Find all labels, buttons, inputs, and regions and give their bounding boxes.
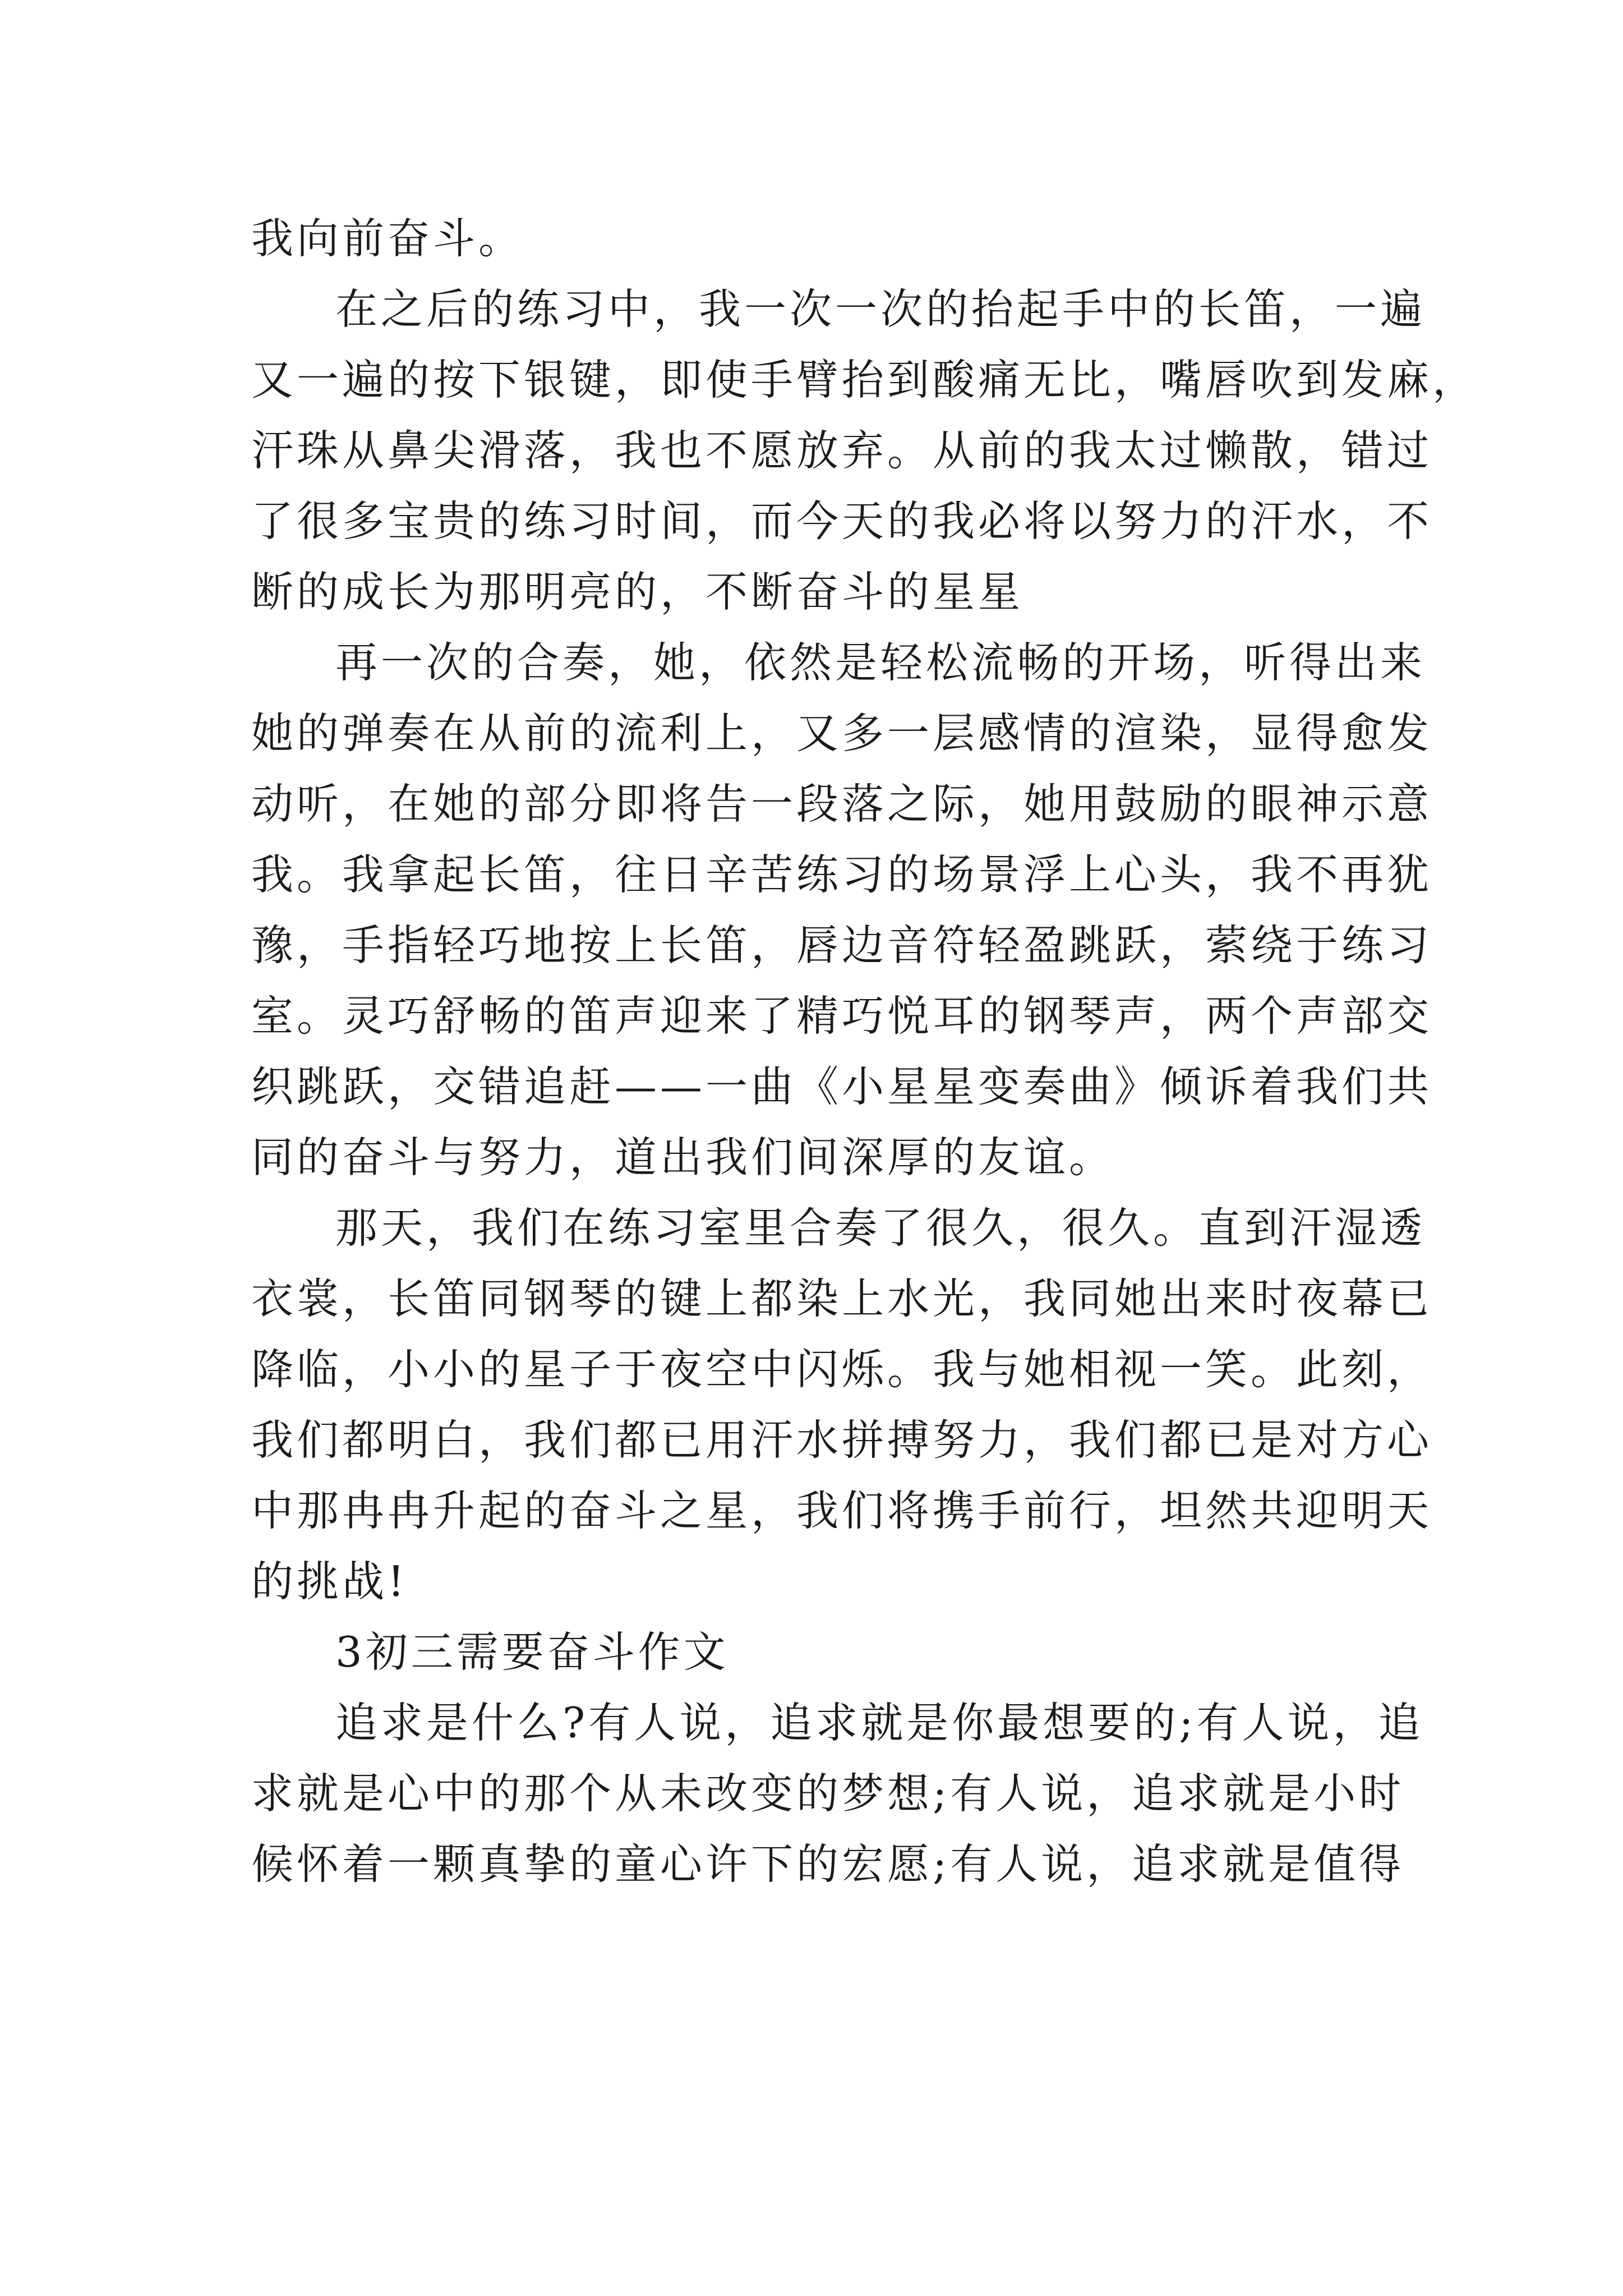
text-line: 候怀着一颗真挚的童心许下的宏愿;有人说，追求就是值得 [251,1839,1405,1889]
text-line: 降临，小小的星子于夜空中闪烁。我与她相视一笑。此刻， [251,1345,1433,1394]
text-line: 在之后的练习中，我一次一次的抬起手中的长笛，一遍 [335,284,1426,334]
text-line: 动听，在她的部分即将告一段落之际，她用鼓励的眼神示意 [251,779,1433,829]
text-line: 室。灵巧舒畅的笛声迎来了精巧悦耳的钢琴声，两个声部交 [251,991,1433,1041]
text-line: 我们都明白，我们都已用汗水拼搏努力，我们都已是对方心 [251,1415,1433,1465]
text-line: 她的弹奏在从前的流利上，又多一层感情的渲染，显得愈发 [251,708,1433,758]
text-line: 我向前奋斗。 [251,214,524,263]
text-line: 追求是什么?有人说，追求就是你最想要的;有人说，追 [335,1698,1424,1747]
section-heading: 3初三需要奋斗作文 [335,1627,729,1677]
text-line: 同的奋斗与努力，道出我们间深厚的友谊。 [251,1133,1115,1182]
text-line: 豫，手指轻巧地按上长笛，唇边音符轻盈跳跃，萦绕于练习 [251,921,1433,970]
text-line: 我。我拿起长笛，往日辛苦练习的场景浮上心头，我不再犹 [251,850,1433,899]
text-line: 织跳跃，交错追赶——一曲《小星星变奏曲》倾诉着我们共 [251,1062,1433,1111]
text-line: 断的成长为那明亮的，不断奋斗的星星 [251,567,1024,616]
text-line: 求就是心中的那个从未改变的梦想;有人说，追求就是小时 [251,1769,1405,1818]
text-line: 又一遍的按下银键，即使手臂抬到酸痛无比，嘴唇吹到发麻， [251,355,1478,404]
text-line: 了很多宝贵的练习时间，而今天的我必将以努力的汗水，不 [251,496,1433,546]
text-line: 那天，我们在练习室里合奏了很久，很久。直到汗湿透 [335,1203,1426,1253]
text-line: 再一次的合奏，她，依然是轻松流畅的开场，听得出来 [335,638,1426,687]
text-line: 中那冉冉升起的奋斗之星，我们将携手前行，坦然共迎明天 [251,1486,1433,1535]
text-line: 的挑战! [251,1557,408,1606]
essay-body [251,203,1478,1899]
text-line: 汗珠从鼻尖滑落，我也不愿放弃。从前的我太过懒散，错过 [251,426,1433,475]
text-line: 衣裳，长笛同钢琴的键上都染上水光，我同她出来时夜幕已 [251,1274,1433,1323]
